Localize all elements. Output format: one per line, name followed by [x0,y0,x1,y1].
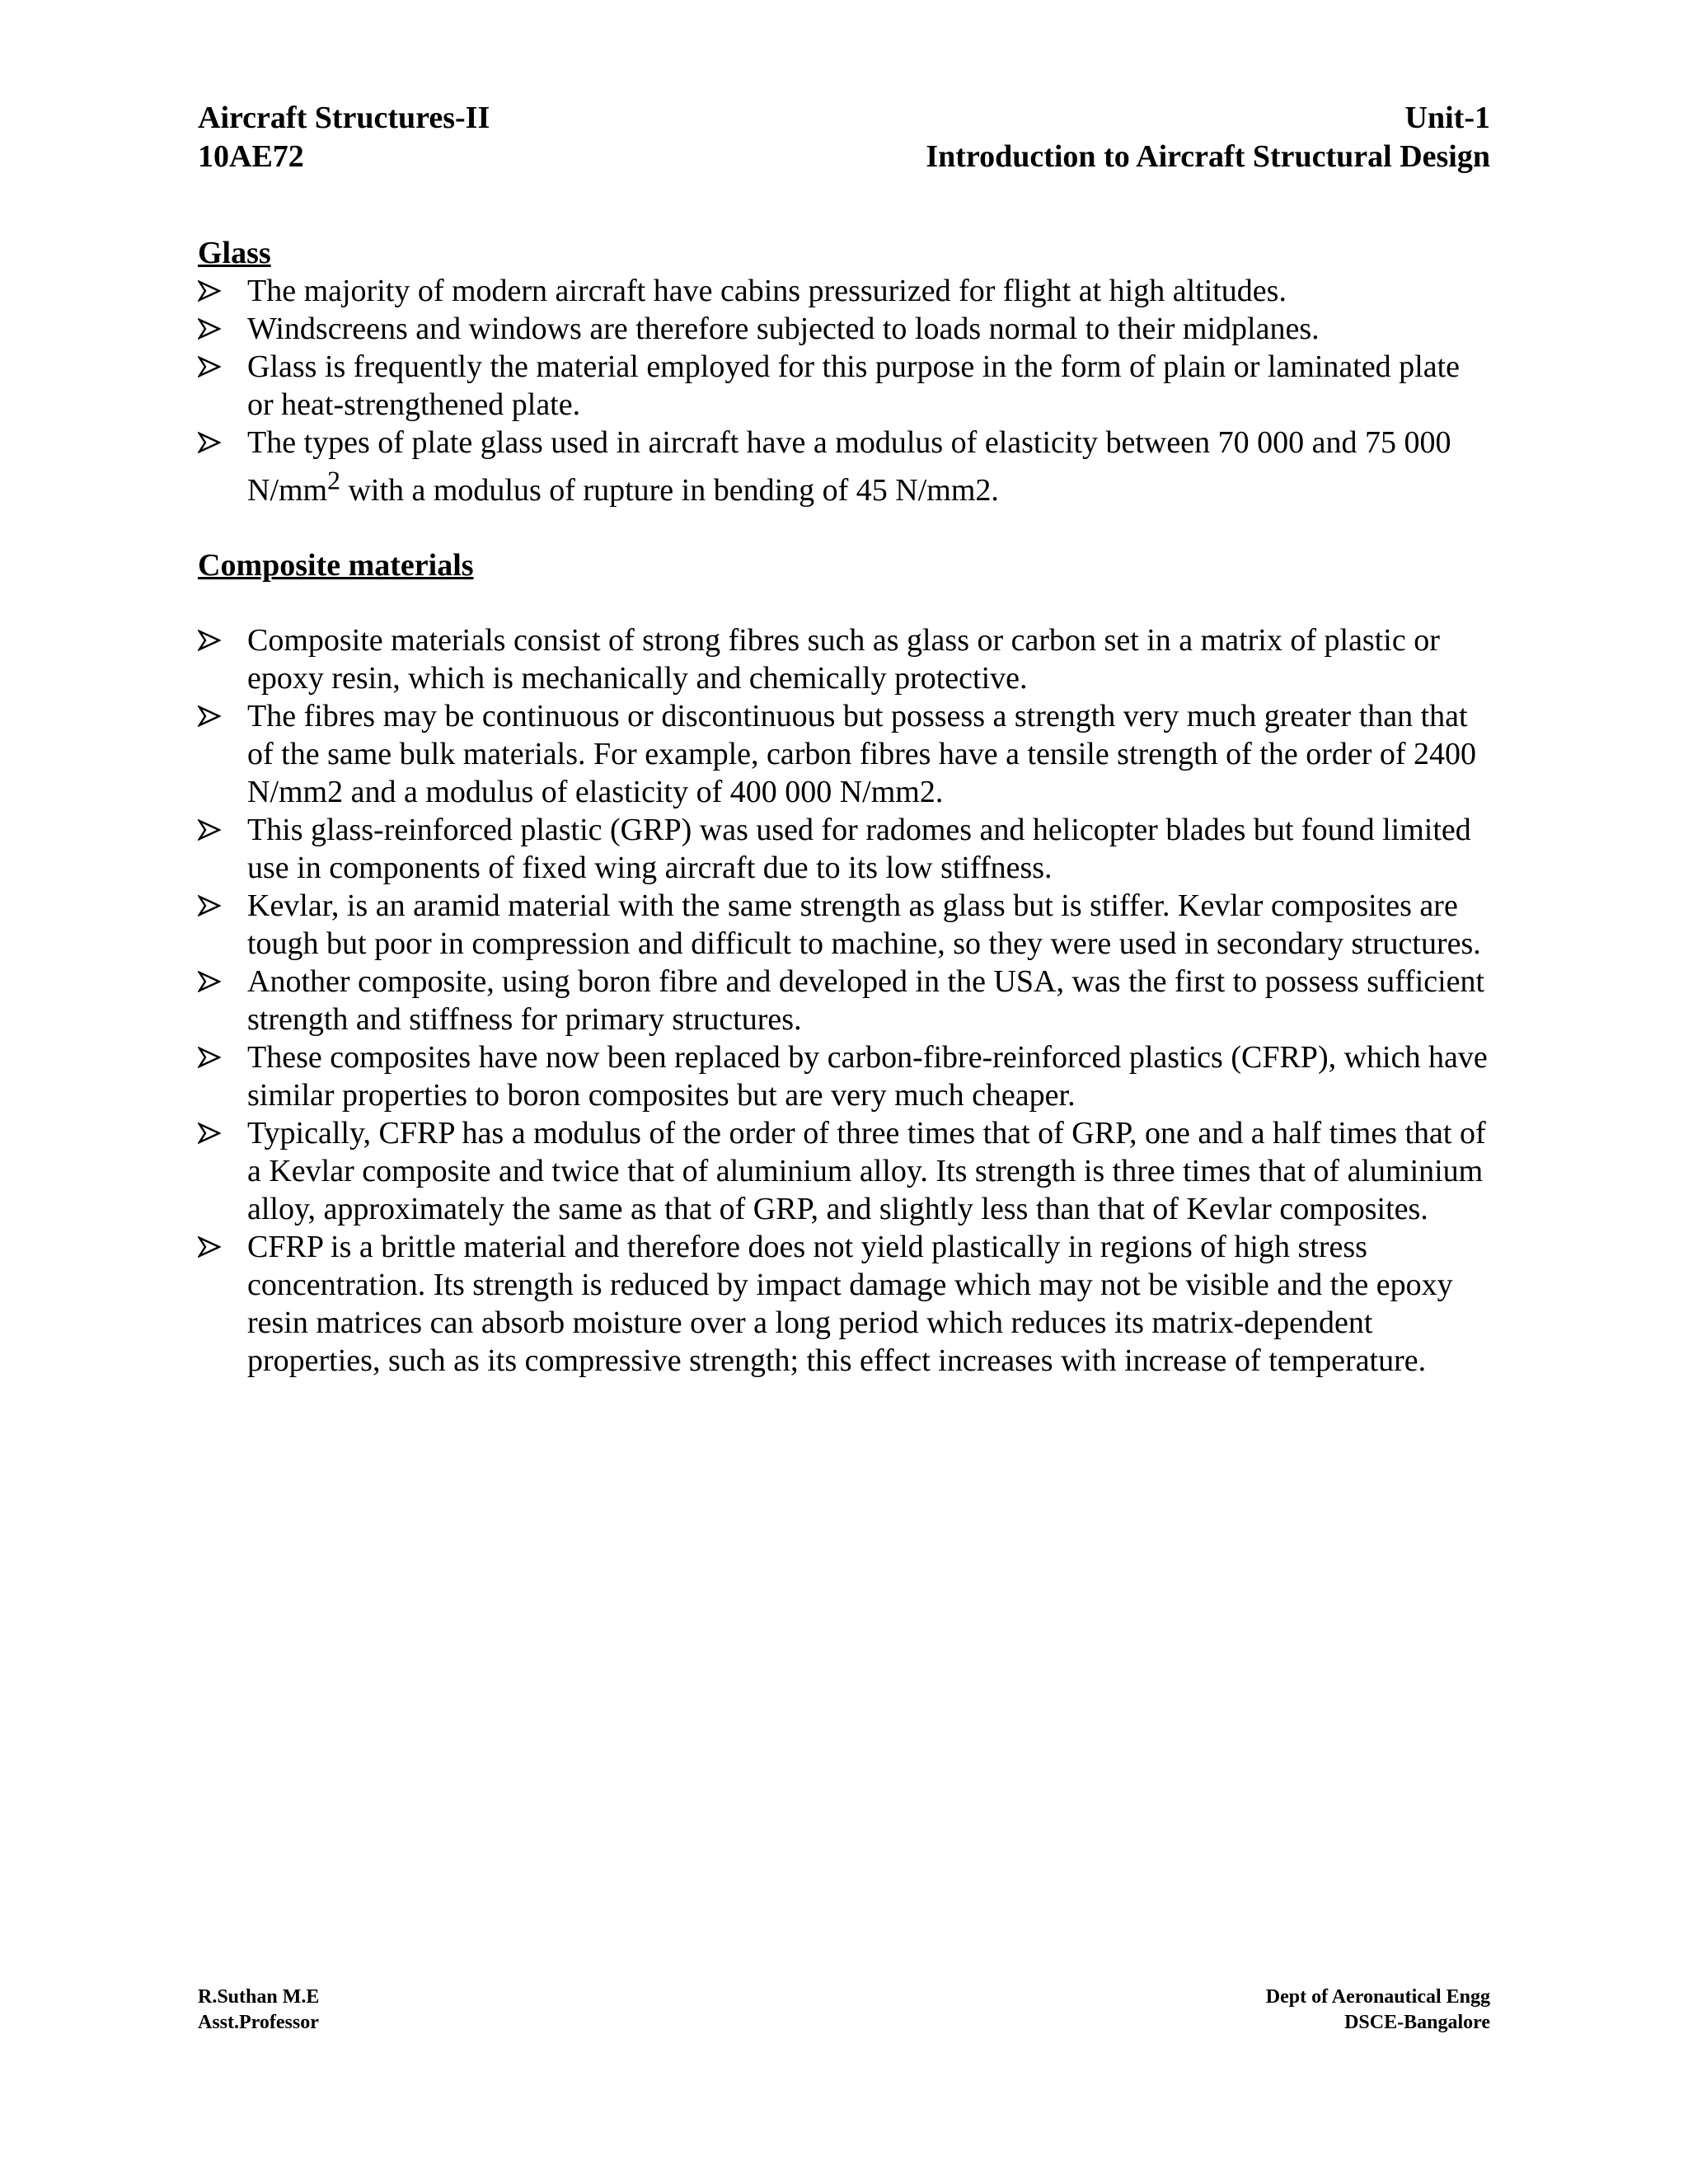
arrowhead-bullet-icon [198,895,221,916]
list-item [198,310,1492,348]
list-item [198,348,1492,424]
bullet-text: Composite materials consist of strong fibres such as glass or carbon set in a matrix of plastic or epoxy resin, which is mechanically and chemically protective. [247,622,1440,696]
list-item [198,424,1492,509]
department: Dept of Aeronautical Engg [1265,1986,1490,2008]
arrowhead-bullet-icon [198,318,221,340]
bullet-text: The majority of modern aircraft have cabins pressurized for flight at high altitudes. [247,274,1287,308]
author-designation: Asst.Professor [198,2012,319,2033]
list-item [198,1114,1492,1228]
bullet-text: Windscreens and windows are therefore subjected to loads normal to their midplanes. [247,312,1320,346]
header-right [926,99,1490,176]
rupture-text: with a modulus of rupture in bending of 45 N/mm2. [340,472,999,508]
author-name: R.Suthan M.E [198,1986,320,2008]
list-item [198,697,1492,811]
bullet-text: CFRP is a brittle material and therefore does not yield plastically in regions of high stress concentration. Its strength is reduced by impact damage which may not be visible and the epoxy resin matrices can absorb moisture over a long period which reduces its matrix-dependent properties, such as its compressive strength; this effect increases with increase of temperature. [247,1229,1453,1378]
bullet-text: Typically, CFRP has a modulus of the order of three times that of GRP, one and a half times that of a Kevlar composite and twice that of aluminium alloy. Its strength is three times that of aluminium alloy, approximately the same as that of GRP, and slightly less than that of Kevlar composites. [247,1115,1486,1226]
bullet-text: Another composite, using boron fibre and developed in the USA, was the first to possess sufficient strength and stiffness for primary structures. [247,963,1485,1037]
bullet-text: These composites have now been replaced by carbon-fibre-reinforced plastics (CFRP), which have similar properties to boron composites but are very much cheaper. [247,1039,1488,1113]
composites-bullet-list [198,621,1492,1380]
footer-left [198,1985,319,2036]
arrowhead-bullet-icon [198,971,221,992]
superscript: 2 [327,466,340,494]
list-item [198,887,1492,963]
modulus-text: The types of plate glass used in aircraft have a modulus of elasticity between 70 000 and 75 000 N/mm [247,425,1451,508]
section-heading-composites: Composite materials [198,547,474,583]
section-heading-glass: Glass [198,236,271,270]
course-title: Aircraft Structures-II [198,101,490,135]
footer-right [1266,1985,1490,2036]
arrowhead-bullet-icon [198,432,221,453]
arrowhead-bullet-icon [198,356,221,377]
list-item [198,963,1492,1038]
glass-bullet-list [198,272,1492,509]
arrowhead-bullet-icon [198,1047,221,1068]
arrowhead-bullet-icon [198,630,221,651]
course-code: 10AE72 [198,139,304,174]
unit-topic: Introduction to Aircraft Structural Design [926,139,1490,174]
arrowhead-bullet-icon [198,705,221,727]
arrowhead-bullet-icon [198,819,221,841]
bullet-text [247,425,1451,508]
arrowhead-bullet-icon [198,1122,221,1144]
bullet-text: Kevlar, is an aramid material with the same strength as glass but is stiffer. Kevlar composites are tough but poor in compression and difficult to machine, so they were used in secondary structures. [247,888,1481,961]
header-left [198,99,490,176]
institution: DSCE-Bangalore [1344,2012,1490,2033]
arrowhead-bullet-icon [198,280,221,302]
list-item [198,1228,1492,1380]
page-content [198,234,1492,1380]
arrowhead-bullet-icon [198,1236,221,1258]
bullet-text: The fibres may be continuous or discontinuous but possess a strength very much greater than that of the same bulk materials. For example, carbon fibres have a tensile strength of the order of 2400 N/mm2 and a modulus of elasticity of 400 000 N/mm2. [247,698,1477,809]
list-item [198,621,1492,697]
bullet-text: This glass-reinforced plastic (GRP) was used for radomes and helicopter blades but found limited use in components of fixed wing aircraft due to its low stiffness. [247,812,1471,885]
list-item [198,1038,1492,1114]
bullet-text: Glass is frequently the material employed for this purpose in the form of plain or laminated plate or heat-strengthened plate. [247,349,1461,422]
list-item [198,811,1492,887]
list-item [198,272,1492,310]
unit-label: Unit-1 [1404,101,1490,135]
